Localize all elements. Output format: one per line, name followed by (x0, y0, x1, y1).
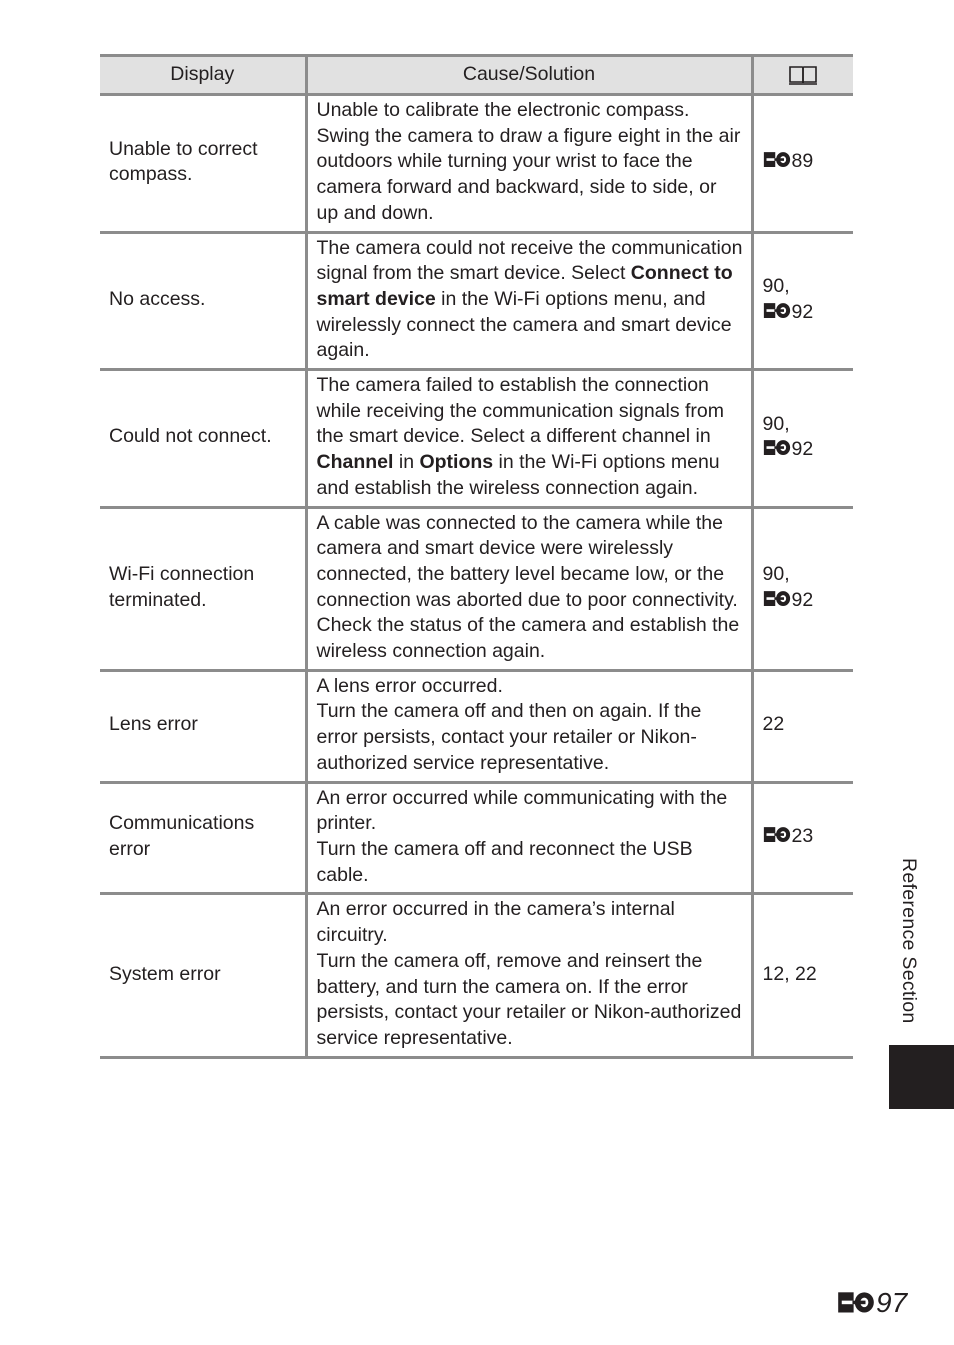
error-messages-table (100, 54, 853, 1059)
text-run: The camera could not receive the communication signal from the smart device. Select (316, 236, 743, 285)
text-run: Unable to calibrate the electronic compass. Swing the camera to draw a figure eight in the air outdoors while turning your wrist to face the camera forward and backward, side to side, or up and down. (316, 99, 741, 224)
display-message-cell: Unable to correct compass. (100, 95, 306, 233)
reference-page-cell (752, 782, 853, 894)
text-run: The camera failed to establish the connection while receiving the communication signals from the smart device. Select a different channel in (316, 374, 725, 448)
text-run: 23 (791, 825, 814, 848)
reference-page-cell (752, 670, 853, 782)
cause-solution-cell (306, 232, 752, 370)
cause-solution-cell (306, 894, 752, 1057)
page-number (837, 1287, 907, 1319)
display-message-cell: System error (100, 894, 306, 1057)
text-run: 92 (791, 588, 814, 611)
display-message-cell: Communications error (100, 782, 306, 894)
display-message-cell: Lens error (100, 670, 306, 782)
table-row (100, 232, 853, 370)
text-run: A cable was connected to the camera while the camera and smart device were wirelessly connected, the battery level became low, or the connection was aborted due to poor connectivity. Check the status of the camera and establish the wireless connection again. (316, 511, 740, 663)
reference-page-cell (752, 95, 853, 233)
text-run: 90, (762, 275, 790, 298)
text-run: in the Wi-Fi options menu and establish the wireless connection again. (316, 451, 720, 499)
text-run: 92 (791, 438, 814, 461)
reference-section-e-icon (763, 302, 791, 320)
menu-option-name: Channel (316, 451, 394, 474)
reference-section-e-icon (763, 439, 791, 457)
cause-solution-cell (306, 507, 752, 670)
text-run: Turn the camera off and reconnect the USB cable. (316, 837, 693, 886)
display-message-cell: No access. (100, 232, 306, 370)
text-run: 90, (762, 562, 790, 585)
text-run: 12, 22 (762, 962, 817, 985)
text-run: An error occurred while communicating with the printer. (316, 786, 728, 835)
cause-solution-cell (306, 782, 752, 894)
reference-section-e-icon (837, 1291, 875, 1315)
cause-solution-cell (306, 95, 752, 233)
reference-page-cell (752, 507, 853, 670)
menu-option-name: Connect to smart device (316, 262, 733, 310)
reference-section-e-icon (763, 590, 791, 608)
text-run: 90, (762, 412, 790, 435)
reference-page-cell (752, 370, 853, 508)
text-run: Turn the camera off and then on again. If the error persists, contact your retailer or Nikon-authorized service representative. (316, 700, 702, 774)
header-reference-page (752, 56, 853, 95)
header-cause-solution: Cause/Solution (306, 56, 752, 95)
display-message-cell: Wi-Fi connection terminated. (100, 507, 306, 670)
text-run: in the Wi-Fi options menu, and wirelessly connect the camera and smart device again. (316, 287, 732, 362)
table-row (100, 507, 853, 670)
table-header-row (100, 56, 853, 95)
table-row (100, 370, 853, 508)
text-run: 22 (762, 713, 785, 736)
text-run: 89 (791, 150, 814, 173)
reference-section-e-icon (763, 826, 791, 844)
reference-page-cell (752, 894, 853, 1057)
display-message-cell: Could not connect. (100, 370, 306, 508)
section-tab-marker (889, 1045, 954, 1109)
section-side-label: Reference Section (898, 858, 920, 1024)
reference-page-cell (752, 232, 853, 370)
text-run: Turn the camera off, remove and reinsert the battery, and turn the camera on. If the error persists, contact your retailer or Nikon-authorized service representative. (316, 949, 742, 1049)
cause-solution-cell (306, 670, 752, 782)
text-run: A lens error occurred. (316, 674, 503, 697)
reference-section-e-icon (763, 151, 791, 169)
header-display: Display (100, 56, 306, 95)
text-run: 92 (791, 300, 814, 323)
text-run: in (393, 451, 420, 474)
page-number-value: 97 (876, 1287, 908, 1318)
cause-solution-cell (306, 370, 752, 508)
table-row (100, 782, 853, 894)
table-row (100, 95, 853, 233)
menu-option-name: Options (419, 451, 494, 474)
table-row (100, 670, 853, 782)
book-icon (788, 64, 818, 86)
table-row (100, 894, 853, 1057)
text-run: An error occurred in the camera’s internal circuitry. (316, 898, 675, 947)
